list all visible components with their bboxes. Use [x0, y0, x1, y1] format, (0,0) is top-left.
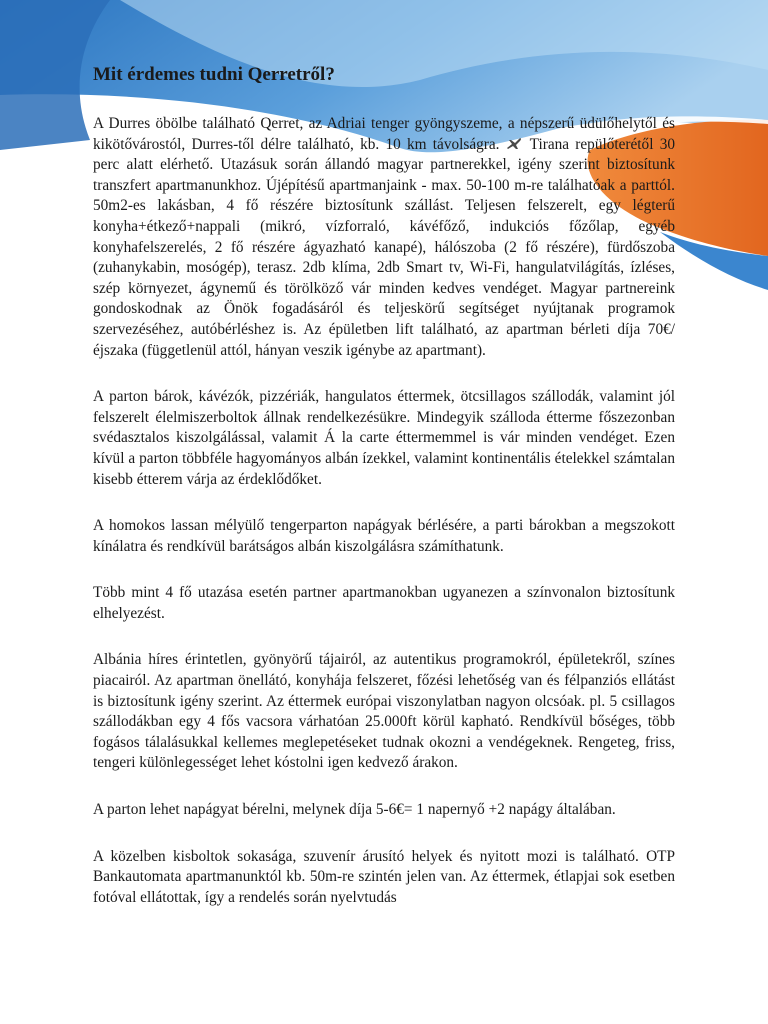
document-title: Mit érdemes tudni Qerretről? [93, 64, 335, 85]
paragraph-sandy-beach: A homokos lassan mélyülő tengerparton napágyak bérlésére, a parti bárokban a megszokott kínálatra és rendkívül barátságos albán kiszolgálásra számíthatunk. [93, 517, 675, 555]
paragraph-intro [93, 114, 675, 361]
paragraph-intro-text-2: Tirana repülőterétől 30 perc alatt elérhető. Utazásuk során állandó magyar partnerekkel, igény szerint biztosítunk transzfert apartmanunkhoz. Újépítésű apartmanjaink - max. 50-100 m-re találhatóak a parttól. 50m2-es lakásban, 4 fő részére biztosítunk szállást. Teljesen felszerelt, egy légterű konyha+étkező+nappali (mikró, vízforraló, kávéfőző, indukciós főzőlap, egyéb konyhafelszerelés, 2 fő részére ágyazható kanapé), hálószoba (2 fő részére), fürdőszoba (zuhanykabin, mosógép), terasz. 2db klíma, 2db Smart tv, Wi-Fi, hangulatvilágítás, ízléses, szép környezet, ágynemű és törölköző vár minden kedves vendéget. Magyar partnereink gondoskodnak az Önök fogadásáról és teljeskörű segítséget nyújtanak programok szervezéséhez, autóbérléshez is. Az épületben lift található, az apartman bérleti díja 70€/éjszaka (függetlenül attól, hányan veszik igénybe az apartmant). [93, 135, 675, 359]
paragraph-albania: Albánia híres érintetlen, gyönyörű tájairól, az autentikus programokról, épületekről, színes piacairól. Az apartman önellátó, konyhája felszeret, főzési lehetőség van és félpanziós ellátást is biztosítunk igény szerint. Az éttermek európai viszonylatban nagyon olcsóak. pl. 5 csillagos szállodákban egy 4 fős vacsora várhatóan 25.000ft körül kapható. Rendkívül bőséges, több fogásos tálalásukkal kellemes meglepetéseket tudnak okozni a vendégeknek. Rengeteg, friss, tengeri különlegességet lehet kóstolni igen kedvező árakon. [93, 651, 675, 772]
airplane-icon [506, 136, 522, 150]
paragraph-intro-text-1: A Durres öbölbe található Qerret, az Adriai tenger gyöngyszeme, a népszerű üdülőhelytől és kikötővárostól, Durres-től délre található, kb. 10 km távolságra. [93, 115, 675, 153]
paragraph-sunbed-rental: A parton lehet napágyat bérelni, melynek díja 5-6€= 1 napernyő +2 napágy általában. [93, 801, 616, 819]
paragraph-nearby-shops: A közelben kisboltok sokasága, szuvenír árusító helyek és nyitott mozi is található. OTP Bankautomata apartmanunktól kb. 50m-re szintén jelen van. Az éttermek, étlapjai sok esetben fotóval ellátottak, így a rendelés során nyelvtudás [93, 847, 675, 906]
paragraph-beach-services: A parton bárok, kávézók, pizzériák, hangulatos éttermek, ötcsillagos szállodák, valamint jól felszerelt élelmiszerboltok állnak rendelkezésükre. Mindegyik szálloda étterme főszezonban svédasztalos kiszolgálással, valamit Á la carte éttermemmel is vár minden vendéget. Ezen kívül a parton többféle hagyományos albán ízekkel, valamint kontinentális ételekkel számtalan kisebb étterem várja az érdeklődőket. [93, 388, 675, 488]
paragraph-group-travel: Több mint 4 fő utazása esetén partner apartmanokban ugyanezen a színvonalon biztosítunk elhelyezést. [93, 584, 675, 622]
document-page [93, 62, 675, 934]
